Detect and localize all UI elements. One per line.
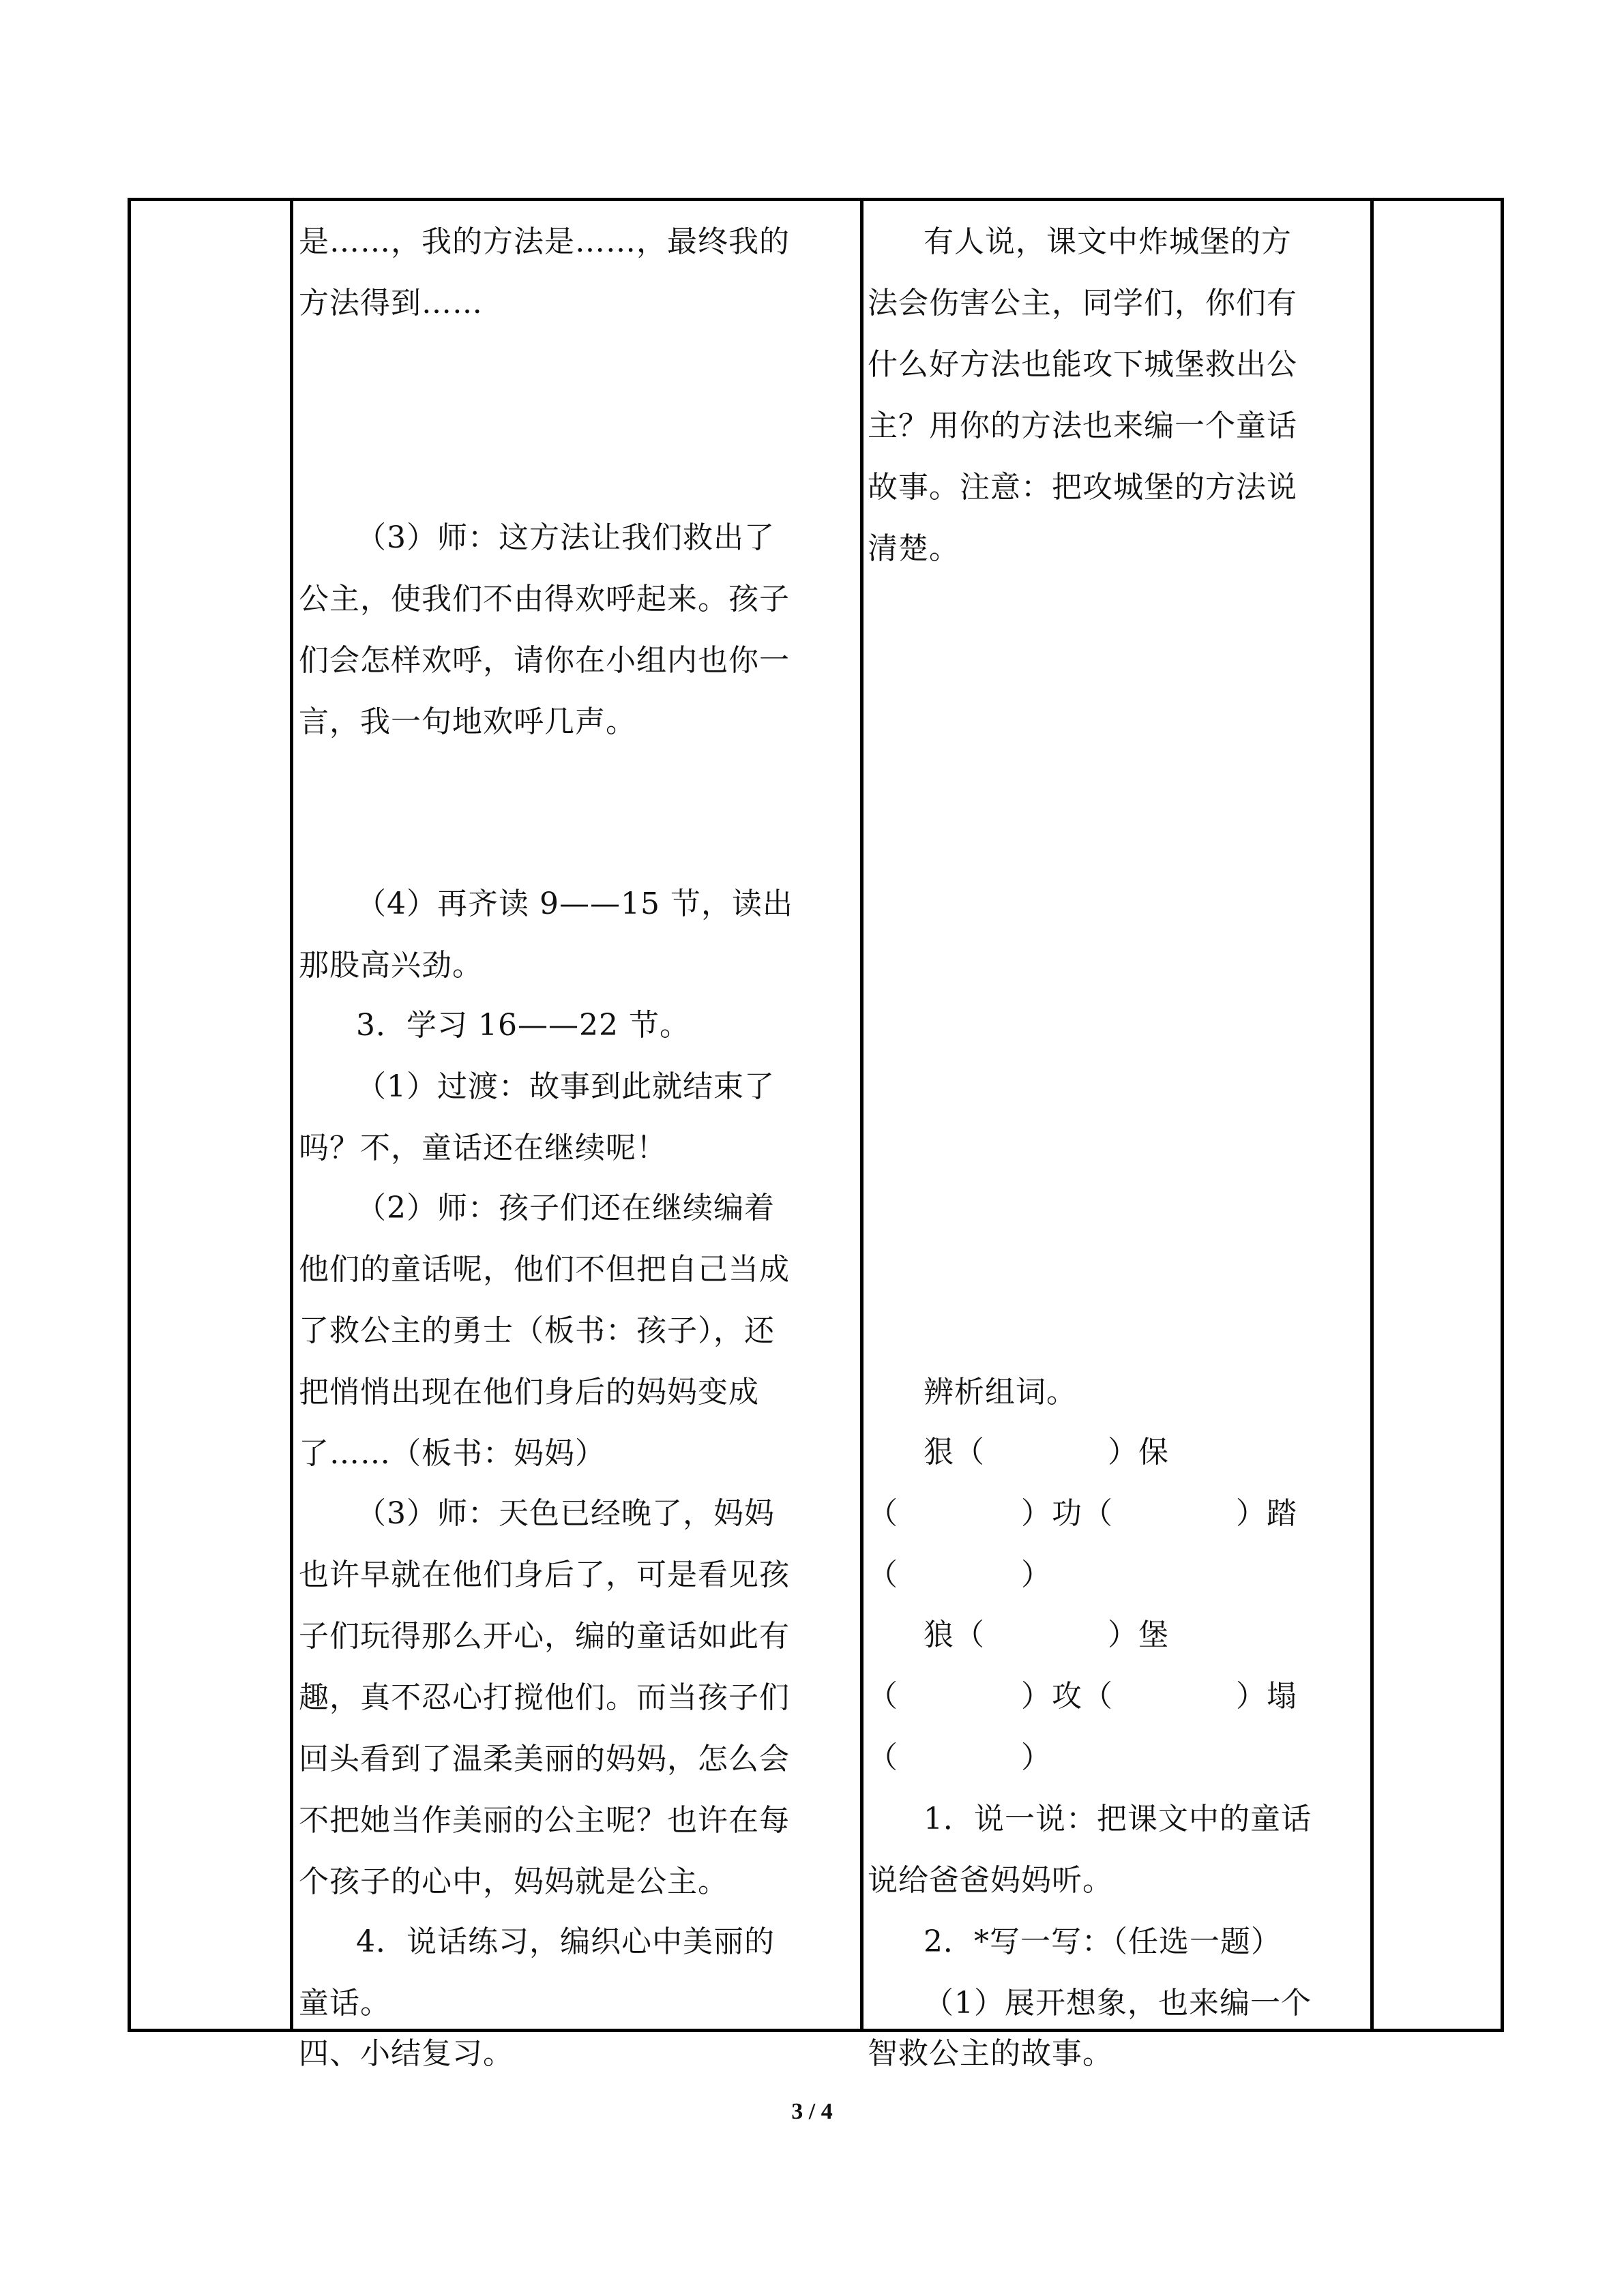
- text-line: 公主，使我们不由得欢呼起来。孩子: [299, 582, 790, 616]
- text-line: （ ）攻（ ）塌: [868, 1679, 1297, 1714]
- text-line: 们会怎样欢呼，请你在小组内也你一: [299, 643, 790, 678]
- text-line: 言，我一句地欢呼几声。: [299, 704, 636, 739]
- column-divider-3: [1370, 201, 1374, 2029]
- text-line: 趣，真不忍心打搅他们。而当孩子们: [299, 1680, 790, 1715]
- text-line: 2．*写一写：（任选一题）: [924, 1924, 1282, 1959]
- text-line: 也许早就在他们身后了，可是看见孩: [299, 1557, 790, 1592]
- text-line: 4．说话练习，编织心中美丽的: [356, 1924, 775, 1959]
- text-line: 了救公主的勇士（板书：孩子），还: [299, 1313, 775, 1348]
- text-line: 把悄悄出现在他们身后的妈妈变成: [299, 1375, 759, 1410]
- text-line: 故事。注意：把攻城堡的方法说: [868, 470, 1297, 505]
- column-divider-2: [860, 201, 863, 2029]
- text-line: 那股高兴劲。: [299, 948, 483, 983]
- text-line: 是……，我的方法是……，最终我的: [299, 224, 790, 259]
- text-line: 他们的童话呢，他们不但把自己当成: [299, 1252, 790, 1287]
- text-line: 童话。: [299, 1986, 391, 2021]
- teaching-process-cell: [296, 201, 855, 2071]
- text-line: 吗？不，童话还在继续呢！: [299, 1131, 667, 1165]
- text-line: 主？用你的方法也来编一个童话: [868, 408, 1297, 443]
- text-line: （4）再齐读 9——15 节，读出: [356, 886, 793, 921]
- text-line: 说给爸爸妈妈听。: [868, 1863, 1113, 1898]
- text-line: 清楚。: [868, 531, 960, 566]
- lesson-plan-table: [128, 198, 1504, 2071]
- page-number: 3 / 4: [791, 2099, 833, 2124]
- text-line: 什么好方法也能攻下城堡救出公: [868, 347, 1297, 382]
- text-line: 法会伤害公主，同学们，你们有: [868, 286, 1297, 320]
- text-line: 1．说一说：把课文中的童话: [924, 1802, 1312, 1836]
- student-activity-cell: [866, 201, 1368, 2071]
- text-line: 有人说，课文中炸城堡的方: [924, 224, 1292, 259]
- text-line: 智救公主的故事。: [868, 2036, 1113, 2071]
- text-line: 辨析组词。: [924, 1375, 1077, 1410]
- text-line: （3）师：天色已经晚了，妈妈: [356, 1496, 775, 1531]
- column-divider-1: [290, 201, 293, 2029]
- text-line: （ ）功（ ）踏: [868, 1496, 1297, 1531]
- text-line: （3）师：这方法让我们救出了: [356, 520, 775, 555]
- text-line: 了……（板书：妈妈）: [299, 1436, 606, 1471]
- text-line: （1）展开想象，也来编一个: [924, 1986, 1312, 2021]
- text-line: 四、小结复习。: [299, 2036, 514, 2071]
- text-line: 子们玩得那么开心，编的童话如此有: [299, 1619, 790, 1654]
- text-line: （ ）: [868, 1740, 1052, 1775]
- text-line: （1）过渡：故事到此就结束了: [356, 1069, 775, 1104]
- text-line: 狠（ ）保: [924, 1435, 1169, 1470]
- text-line: 3．学习 16——22 节。: [356, 1008, 690, 1043]
- text-line: （2）师：孩子们还在继续编着: [356, 1191, 775, 1225]
- text-line: 不把她当作美丽的公主呢？也许在每: [299, 1803, 790, 1838]
- text-line: （ ）: [868, 1557, 1052, 1592]
- text-line: 狼（ ）堡: [924, 1617, 1169, 1652]
- text-line: 方法得到……: [299, 286, 483, 320]
- text-line: 个孩子的心中，妈妈就是公主。: [299, 1864, 728, 1899]
- text-line: 回头看到了温柔美丽的妈妈，怎么会: [299, 1742, 790, 1776]
